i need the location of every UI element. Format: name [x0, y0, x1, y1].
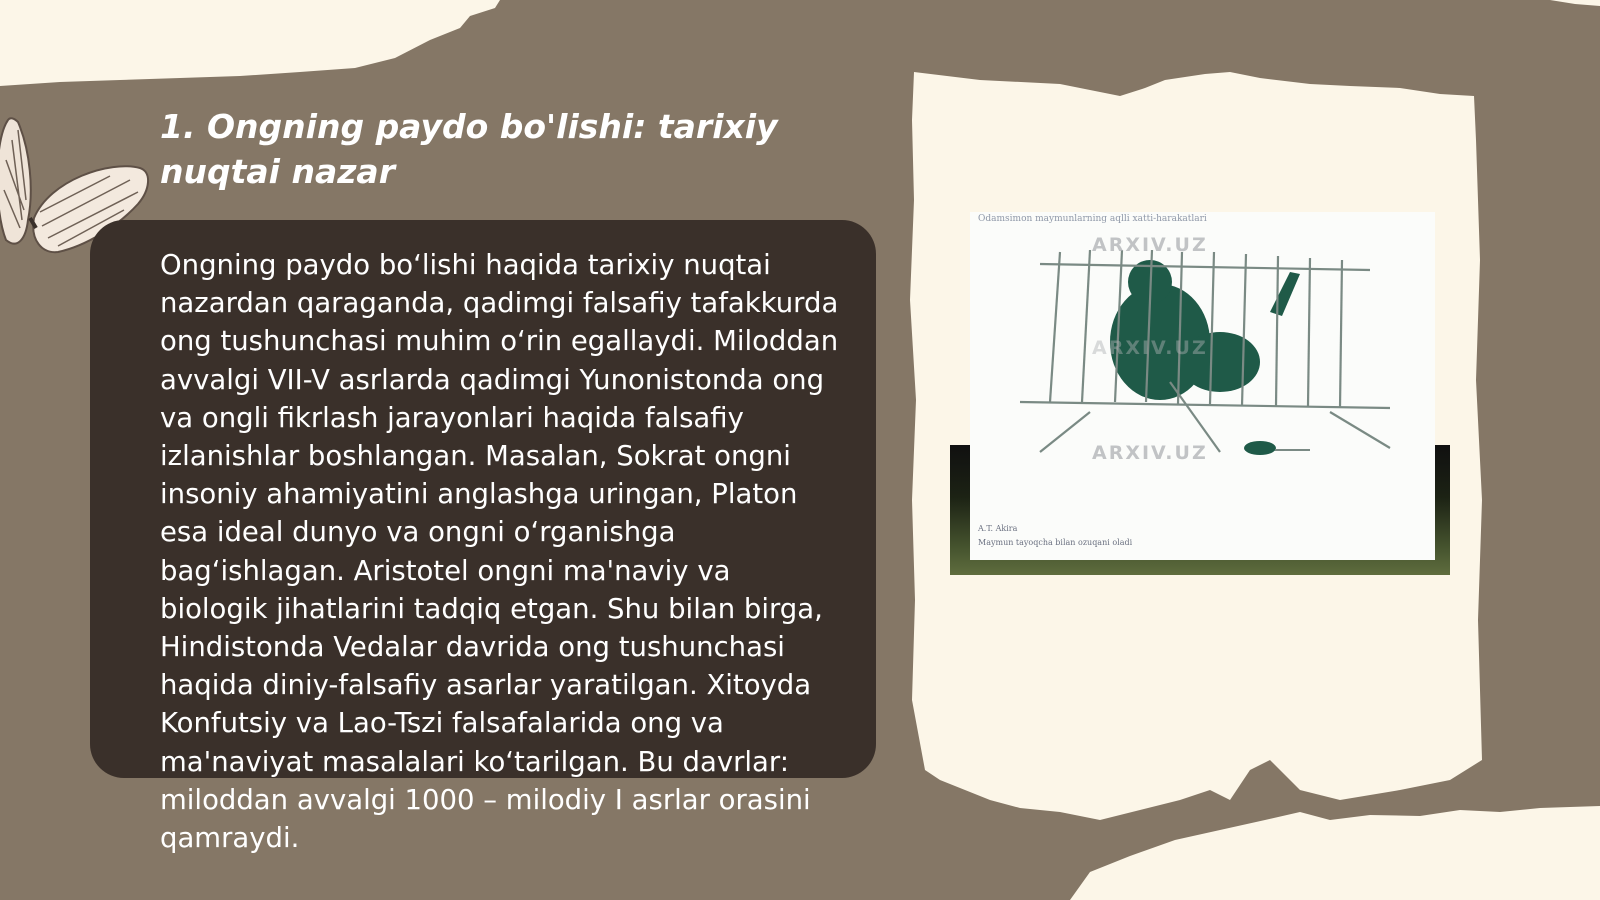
torn-paper-top-right — [1550, 0, 1600, 6]
watermark: ARXIV.UZ — [1092, 337, 1208, 359]
cage-drawing — [970, 212, 1435, 560]
watermark: ARXIV.UZ — [1092, 442, 1208, 464]
slide-title: 1. Ongning paydo bo'lishi: tarixiy nuqtai nazar — [160, 107, 778, 191]
illustration-caption-bottom: Maymun tayoqcha bilan ozuqani oladi — [978, 538, 1133, 547]
illustration-caption-author: A.T. Akira — [978, 524, 1018, 533]
illustration-caption-top: Odamsimon maymunlarning aqlli xatti-harakatlari — [978, 214, 1207, 224]
slide-body-text: Ongning paydo bo‘lishi haqida tarixiy nuqtai nazardan qaraganda, qadimgi falsafiy tafakkurda ong tushunchasi muhim o‘rin egallaydi. Miloddan avvalgi VII-V asrlarda qadimgi Yunonistonda ong va ongli fikrlash jarayonlari haqida falsafiy izlanishlar boshlangan. Masalan, Sokrat ongni insoniy ahamiyatini anglashga uringan, Platon esa ideal dunyo va ongni o‘rganishga bag‘ishlagan. Aristotel ongni ma'naviy va biologik jihatlarini tadqiq etgan. Shu bilan birga, Hindistonda Vedalar davrida ong tushunchasi haqida diniy-falsafiy asarlar yaratilgan. Xitoyda Konfutsiy va Lao-Tszi falsafalarida ong va ma'naviyat masalalari ko‘tarilgan. Bu davrlar: miloddan avvalgi 1000 – milodiy I asrlar orasini qamraydi. — [160, 249, 839, 855]
chimpanzee-cage-illustration — [970, 212, 1435, 560]
torn-paper-bottom-right — [1070, 806, 1600, 900]
watermark: ARXIV.UZ — [1092, 234, 1208, 256]
torn-paper-top-left — [0, 0, 500, 86]
